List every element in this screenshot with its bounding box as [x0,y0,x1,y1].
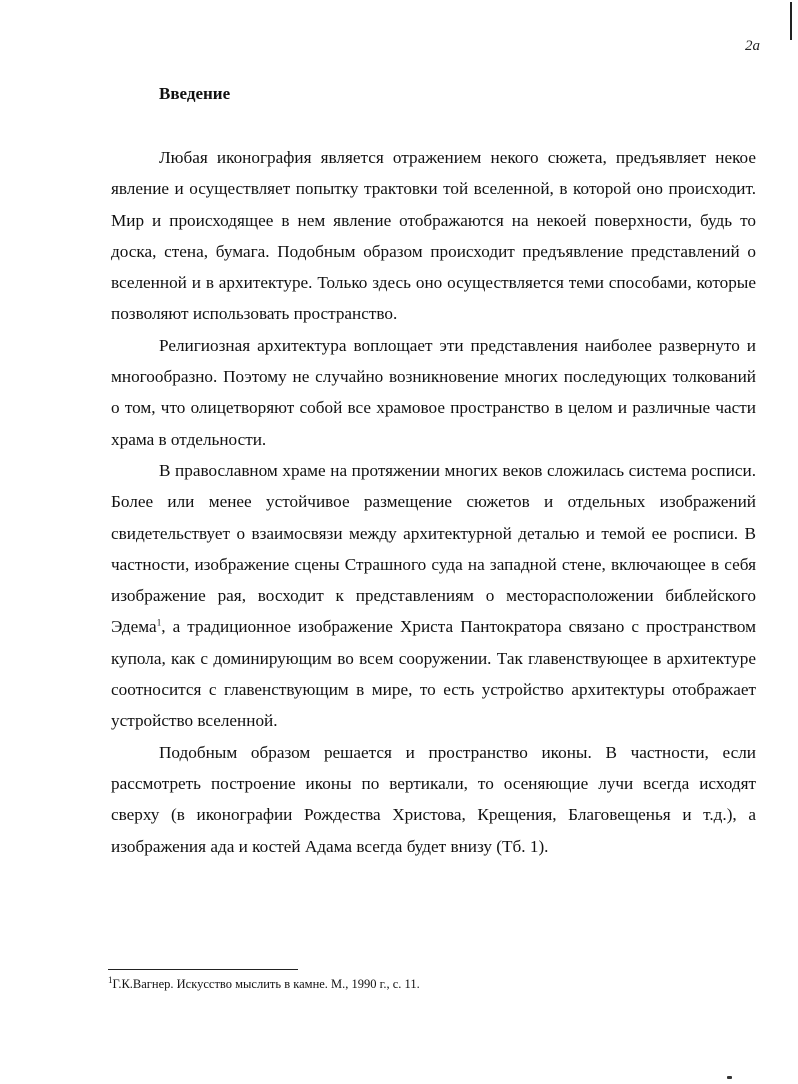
footnote-divider [108,969,298,970]
footnote-text: Г.К.Вагнер. Искусство мыслить в камне. М., 1990 г., с. 11. [112,977,420,991]
footnote-reference: 1 [156,617,162,628]
scan-artifact [727,1076,732,1079]
page-number: 2а [745,38,760,54]
paragraph-4: Подобным образом решается и пространство иконы. В частности, если рассмотреть построение иконы по вертикали, то осеняющие лучи всегда исходят сверху (в иконографии Рождества Христова, Крещения, Благовещенья и т.д.), а изображения ада и костей Адама всегда будет внизу (Тб. 1). [111,742,756,856]
paragraph-3-text-end: , а традиционное изображение Христа Пантократора связано с пространством купола, как с доминирующим во всем сооружении. Так главенствующее в архитектуре соотносится с главенствующим в мире, то есть устройство архитектуры отображает устройство вселенной. [111,617,756,731]
scan-edge-mark [790,2,792,40]
paragraph-3-text-start: В православном храме на протяжении многих веков сложилась система росписи. Более или менее устойчивое размещение сюжетов и отдельных изображений свидетельствует о взаимосвязи между архитектурной деталью и темой ее росписи. В частности, изображение сцены Страшного суда на западной стене, включающее в себя изображение рая, восходит к представлениям о месторасположении библейского Эдема [111,460,756,637]
paragraph-1: Любая иконография является отражением некого сюжета, предъявляет некое явление и осуществляет попытку трактовки той вселенной, в которой оно происходит. Мир и происходящее в нем явление отображаются на некоей поверхности, будь то доска, стена, бумага. Подобным образом происходит предъявление представлений о вселенной и в архитектуре. Только здесь оно осуществляется теми способами, которые позволяют использовать пространство. [111,148,756,324]
paragraph-3 [111,455,756,737]
page-title: Введение [159,84,231,103]
footnote [108,974,420,992]
body-text [111,142,756,862]
footnote-marker: 1 [108,974,113,985]
paragraph-2: Религиозная архитектура воплощает эти представления наиболее развернуто и многообразно. Поэтому не случайно возникновение многих последующих толкований о том, что олицетворяют собой все храмовое пространство в целом и различные части храма в отдельности. [111,335,756,449]
